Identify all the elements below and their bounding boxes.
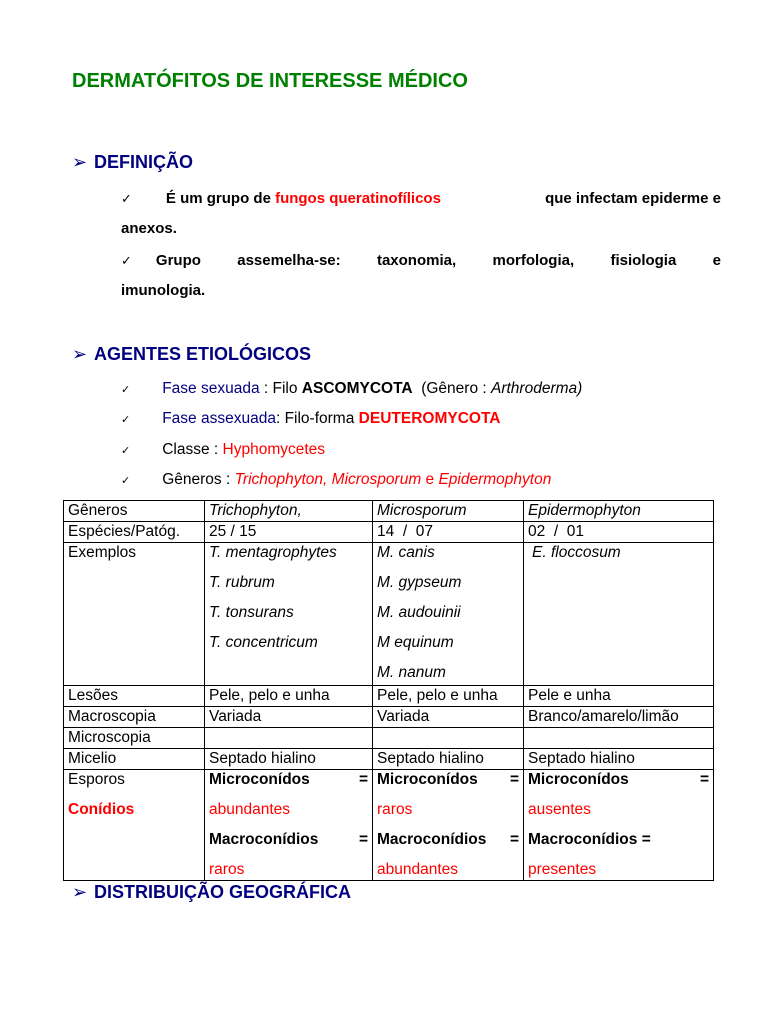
table-cell: Macroscopia (64, 707, 205, 728)
agentes-item-classe: ✓ Classe : Hyphomycetes (121, 441, 326, 458)
table-cell: 14 / 07 (373, 522, 524, 543)
table-cell (524, 728, 714, 749)
table-row-header (64, 501, 714, 522)
table-cell: E. floccosum (524, 543, 714, 686)
table-row-micelio (64, 749, 714, 770)
table-row-esporos (64, 770, 714, 881)
table-cell (373, 728, 524, 749)
check-icon: ✓ (121, 191, 132, 206)
section-heading: DISTRIBUIÇÃO GEOGRÁFICA (94, 882, 352, 902)
table-cell: Microsporum (373, 501, 524, 522)
check-icon: ✓ (121, 253, 132, 268)
highlight-term: fungos queratinofílicos (275, 190, 441, 207)
arrow-bullet-icon: ➢ (72, 882, 88, 902)
table-cell: Microscopia (64, 728, 205, 749)
table-row-macroscopia (64, 707, 714, 728)
check-icon: ✓ (121, 384, 131, 396)
table-cell: Variada (205, 707, 373, 728)
table-cell: Pele, pelo e unha (373, 686, 524, 707)
section-heading: AGENTES ETIOLÓGICOS (94, 344, 312, 364)
section-heading: DEFINIÇÃO (94, 152, 193, 172)
table-cell: T. mentagrophytes T. rubrum T. tonsurans T. concentricum (205, 543, 373, 686)
table-row-lesoes (64, 686, 714, 707)
page-title: DERMATÓFITOS DE INTERESSE MÉDICO (72, 70, 468, 92)
table-cell: Micelio (64, 749, 205, 770)
table-cell: Branco/amarelo/limão (524, 707, 714, 728)
table-row-especies (64, 522, 714, 543)
table-cell: Pele, pelo e unha (205, 686, 373, 707)
table-row-microscopia (64, 728, 714, 749)
arrow-bullet-icon: ➢ (72, 344, 88, 364)
table-cell: Microconídos = ausentes Macroconídios = presentes (524, 770, 714, 881)
table-cell: 25 / 15 (205, 522, 373, 543)
section-definicao (72, 152, 193, 173)
table-cell: Espécies/Patóg. (64, 522, 205, 543)
table-cell: Variada (373, 707, 524, 728)
agentes-item-fase-sexuada: ✓ Fase sexuada : Filo ASCOMYCOTA (Gênero : Arthroderma) (121, 380, 583, 397)
agentes-item-fase-assexuada: ✓ Fase assexuada: Filo-forma DEUTEROMYCOTA (121, 410, 501, 427)
table-cell: Microconídos = raros Macroconídios = abundantes (373, 770, 524, 881)
definicao-bullet-2: ✓ Grupo assemelha-se: taxonomia, morfologia, fisiologia e imunologia. (121, 252, 721, 299)
table-cell: Septado hialino (373, 749, 524, 770)
table-cell: 02 / 01 (524, 522, 714, 543)
definicao-bullet-1: ✓ É um grupo de fungos queratinofílicos que infectam epiderme e anexos. (121, 190, 721, 237)
table-cell: Trichophyton, (205, 501, 373, 522)
check-icon: ✓ (121, 445, 131, 457)
table-cell: Microconídos = abundantes Macroconídios = raros (205, 770, 373, 881)
table-cell: Lesões (64, 686, 205, 707)
section-agentes (72, 344, 311, 365)
table-cell: Pele e unha (524, 686, 714, 707)
arrow-bullet-icon: ➢ (72, 152, 88, 172)
table-row-exemplos (64, 543, 714, 686)
table-cell: Gêneros (64, 501, 205, 522)
section-distribuicao (72, 882, 351, 903)
table-cell: Septado hialino (524, 749, 714, 770)
check-icon: ✓ (121, 475, 131, 487)
table-cell: Epidermophyton (524, 501, 714, 522)
table-cell: Septado hialino (205, 749, 373, 770)
table-cell (205, 728, 373, 749)
check-icon: ✓ (121, 414, 131, 426)
table-cell: Exemplos (64, 543, 205, 686)
table-cell: Esporos Conídios (64, 770, 205, 881)
generos-table (63, 500, 714, 881)
agentes-item-generos: ✓ Gêneros : Trichophyton, Microsporum e Epidermophyton (121, 471, 552, 488)
table-cell: M. canis M. gypseum M. audouinii M equinum M. nanum (373, 543, 524, 686)
